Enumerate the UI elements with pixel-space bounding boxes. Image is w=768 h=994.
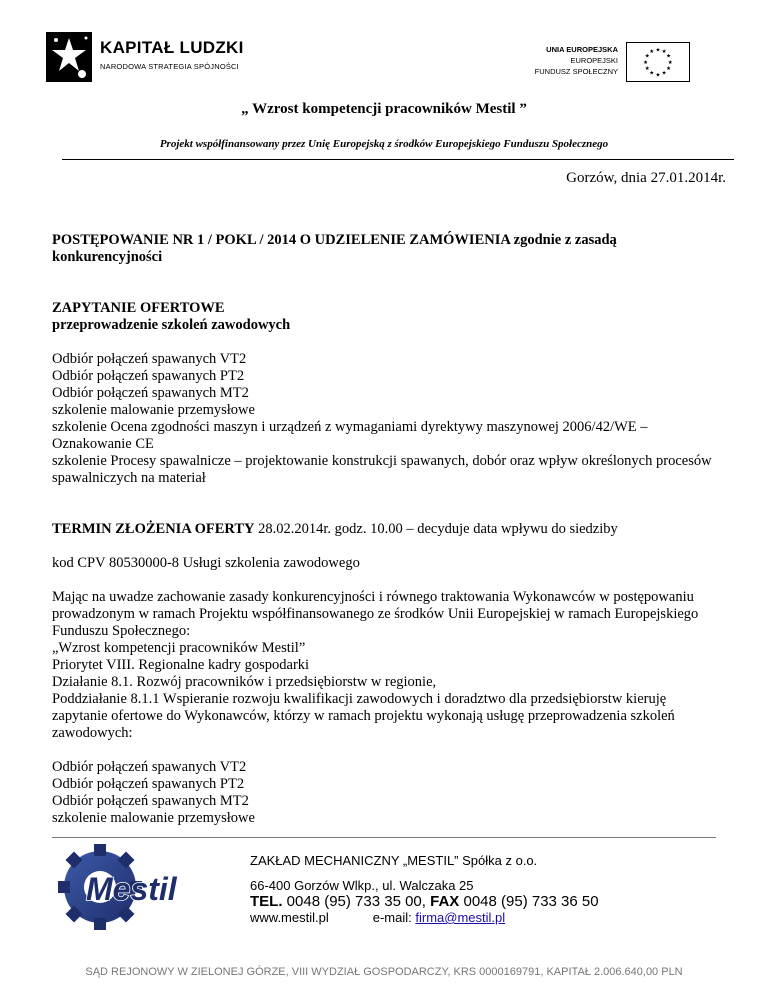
eu-star-icon: ★ [667, 59, 673, 66]
fax-label: FAX [430, 893, 460, 910]
deadline-text: 28.02.2014r. godz. 10.00 – decyduje data wpływu do siedziby [254, 521, 618, 537]
fax-number: 0048 (95) 733 36 50 [459, 893, 599, 910]
eu-star-icon: ★ [666, 53, 672, 60]
intro-action: Działanie 8.1. Rozwój pracowników i przedsiębiorstw w regionie, [52, 674, 437, 690]
email-label: e-mail: [372, 910, 416, 925]
document-body [52, 232, 722, 827]
eu-star-icon: ★ [655, 72, 661, 79]
company-web [250, 910, 599, 925]
inquiry-item: Odbiór połączeń spawanych PT2 [52, 368, 245, 384]
training-item: Odbiór połączeń spawanych PT2 [52, 776, 245, 792]
training-item: szkolenie malowanie przemysłowe [52, 810, 255, 826]
eu-star-icon: ★ [661, 49, 667, 56]
court-registration: SĄD REJONOWY W ZIELONEJ GÓRZE, VIII WYDZIAŁ GOSPODARCZY, KRS 0000169791, KAPITAŁ 2.006.640,00 PLN [85, 966, 683, 978]
inquiry-item: Odbiór połączeń spawanych VT2 [52, 351, 247, 367]
company-address: 66-400 Gorzów Wlkp., ul. Walczaka 25 [250, 878, 474, 893]
training-item: Odbiór połączeń spawanych MT2 [52, 793, 249, 809]
eu-star-icon: ★ [643, 59, 649, 66]
company-name: ZAKŁAD MECHANICZNY „MESTIL” Spółka z o.o. [250, 853, 538, 868]
inquiry-item: szkolenie Procesy spawalnicze – projektowanie konstrukcji spawanych, dobór oraz wpływ określonych procesów spawalniczych na materiał [52, 453, 712, 486]
eu-star-icon: ★ [649, 49, 655, 56]
deadline-label: TERMIN ZŁOŻENIA OFERTY [52, 521, 255, 537]
email-link[interactable]: firma@mestil.pl [415, 910, 506, 925]
procedure-title-rest: zgodnie z zasadą konkurencyjności [52, 232, 617, 265]
footer-divider [52, 837, 716, 838]
eu-logo [528, 40, 690, 84]
eu-star-icon: ★ [666, 66, 672, 73]
intro-project-name: „Wzrost kompetencji pracowników Mestil” [52, 640, 306, 656]
eu-star-icon: ★ [655, 47, 661, 54]
company-footer [250, 853, 599, 925]
company-phones [250, 893, 599, 910]
project-title: „ Wzrost kompetencji pracowników Mestil ” [241, 101, 527, 117]
eu-star-icon: ★ [644, 66, 650, 73]
eu-line3: FUNDUSZ SPOŁECZNY [534, 67, 618, 76]
mestil-logo [56, 844, 222, 930]
training-item: Odbiór połączeń spawanych VT2 [52, 759, 247, 775]
intro-priority: Priorytet VIII. Regionalne kadry gospodarki [52, 657, 310, 673]
eu-star-icon: ★ [644, 53, 650, 60]
website-link[interactable]: www.mestil.pl [250, 910, 329, 925]
procedure-title [52, 232, 722, 266]
procedure-title-bold: POSTĘPOWANIE NR 1 / POKL / 2014 O UDZIELENIE ZAMÓWIENIA [52, 232, 511, 248]
inquiry-item: szkolenie malowanie przemysłowe [52, 402, 255, 418]
tel-label: TEL. [250, 893, 283, 910]
mestil-logo-text: Mestil [86, 871, 177, 907]
header-divider [62, 159, 734, 160]
eu-line2: EUROPEJSKI [570, 56, 618, 65]
intro-subaction: Poddziałanie 8.1.1 Wspieranie rozwoju kwalifikacji zawodowych i doradztwo dla przedsiębiorstw kieruję zapytanie ofertowe do Wykonawców, którzy w ramach projektu wykonają usługę przeprowadzenia szkoleń zawodowych: [52, 691, 675, 741]
deadline-line [52, 521, 722, 538]
inquiry-subheading: przeprowadzenie szkoleń zawodowych [52, 317, 291, 333]
cpv-code: kod CPV 80530000-8 Usługi szkolenia zawodowego [52, 555, 360, 571]
eu-line1: UNIA EUROPEJSKA [546, 45, 618, 54]
inquiry-heading: ZAPYTANIE OFERTOWE [52, 300, 225, 316]
kapital-ludzki-title: KAPITAŁ LUDZKI [100, 38, 244, 57]
date-line: Gorzów, dnia 27.01.2014r. [566, 170, 726, 186]
kapital-ludzki-star-icon [44, 30, 94, 84]
tel-number: 0048 (95) 733 35 00, [282, 893, 431, 910]
inquiry-item: Odbiór połączeń spawanych MT2 [52, 385, 249, 401]
eu-flag-icon [626, 42, 690, 82]
project-subtitle: Projekt współfinansowany przez Unię Europejską z środków Europejskiego Funduszu Społecznego [159, 138, 609, 150]
kapital-ludzki-logo [44, 30, 244, 86]
eu-star-icon: ★ [661, 70, 667, 77]
eu-star-icon: ★ [649, 70, 655, 77]
inquiry-item: szkolenie Ocena zgodności maszyn i urządzeń z wymaganiami dyrektywy maszynowej 2006/42/WE – Oznakowanie CE [52, 419, 648, 452]
eu-text [535, 44, 618, 77]
intro-paragraph: Mając na uwadze zachowanie zasady konkurencyjności i równego traktowania Wykonawców w postępowaniu prowadzonym w ramach Projektu współfinansowanego ze środków Unii Europejskiej w ramach Europejskiego Funduszu Społecznego: [52, 589, 699, 639]
kapital-ludzki-subtitle: NARODOWA STRATEGIA SPÓJNOŚCI [100, 62, 239, 71]
